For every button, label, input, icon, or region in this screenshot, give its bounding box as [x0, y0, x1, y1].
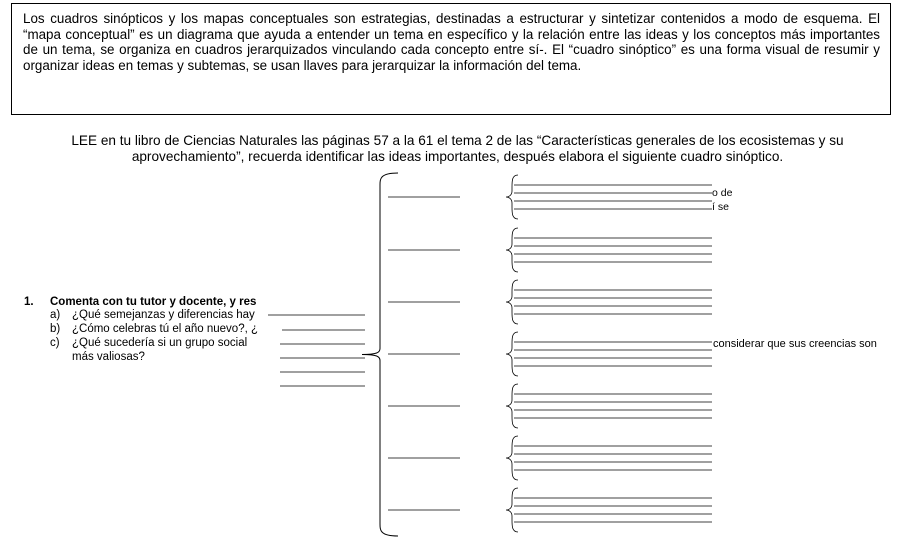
brace-group-7 [388, 488, 712, 532]
question-1a-text: ¿Qué semejanzas y diferencias hay [72, 309, 255, 321]
question-1c-text: ¿Qué sucedería si un grupo social [72, 337, 248, 349]
question-1c-marker: c) [50, 337, 60, 349]
fragment-o-de: o de [712, 187, 733, 199]
sub-brace [506, 488, 518, 532]
instruction-line-1: LEE en tu libro de Ciencias Naturales las páginas 57 a la 61 el tema 2 de las “Características generales de los ecosistemas y su [71, 133, 844, 148]
brace-group-2 [388, 228, 712, 272]
sub-brace [506, 384, 518, 428]
sub-brace [506, 436, 518, 480]
question-1a-marker: a) [50, 309, 61, 321]
question-1b-text: ¿Cómo celebras tú el año nuevo?, ¿ [72, 323, 259, 335]
sub-brace [506, 175, 518, 219]
sub-brace [506, 280, 518, 324]
brace-group-5 [388, 384, 712, 428]
question-1-number: 1. [24, 296, 34, 308]
sub-brace [506, 332, 518, 376]
question-1b-marker: b) [50, 323, 61, 335]
fragment-creencias: considerar que sus creencias son [713, 338, 877, 350]
brace-group-1 [388, 175, 712, 219]
intro-paragraph: Los cuadros sinópticos y los mapas conceptuales son estrategias, destinadas a estructurar y sintetizar contenidos a modo de esquema. El “mapa conceptual” es un diagrama que ayuda a entender un tema en específico y la relación entre las ideas y los conceptos más importantes de un tema, se organiza en cuadros jerarquizados vinculando cada concepto entre sí-. El “cuadro sinóptico” es una forma visual de resumir y organizar ideas en temas y subtemas, se usan llaves para jerarquizar la información del tema. [23, 11, 880, 73]
sub-brace [506, 228, 518, 272]
brace-group-4 [388, 332, 712, 376]
brace-group-6 [388, 436, 712, 480]
main-brace [362, 173, 398, 536]
question-1c-continuation: más valiosas? [72, 351, 145, 363]
fragment-i-se: í se [712, 201, 729, 213]
brace-group-3 [388, 280, 712, 324]
instruction-line-2: aprovechamiento”, recuerda identificar las ideas importantes, después elabora el siguiente cuadro sinóptico. [131, 149, 784, 164]
brace-groups [388, 175, 712, 532]
question-answer-lines [268, 315, 365, 386]
question-1-title: Comenta con tu tutor y docente, y res [50, 296, 257, 308]
